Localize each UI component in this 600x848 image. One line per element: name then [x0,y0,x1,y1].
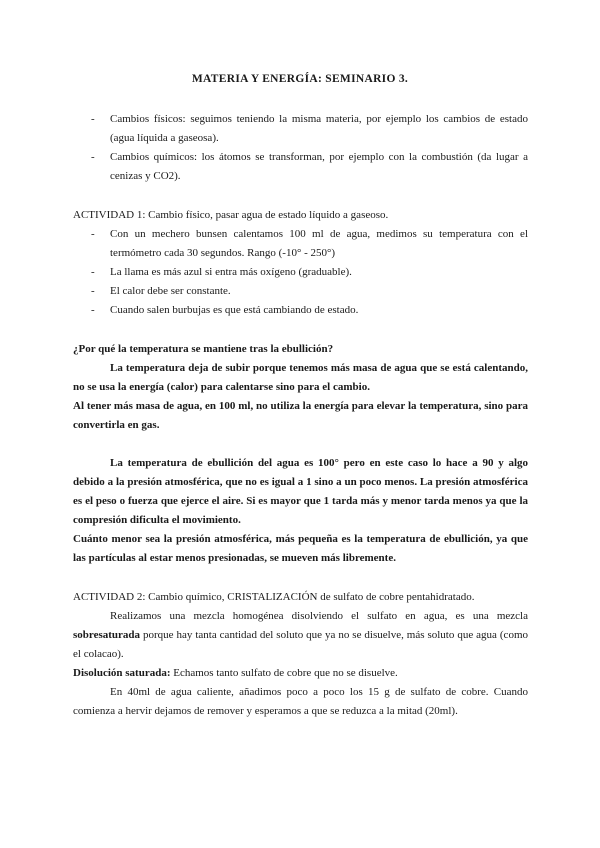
text-span: Realizamos una mezcla homogénea disolviendo el sulfato en agua, es una mezcla [110,610,528,622]
list-item: - Cambios químicos: los átomos se transforman, por ejemplo con la combustión (da lugar a cenizas y CO2). [73,148,528,186]
actividad1-heading: ACTIVIDAD 1: Cambio físico, pasar agua de estado líquido a gaseoso. [73,209,389,221]
list-item: - El calor debe ser constante. [73,282,528,301]
text-span: Echamos tanto sulfato de cobre que no se disuelve. [170,667,398,679]
paragraph: Al tener más masa de agua, en 100 ml, no utiliza la energía para elevar la temperatura, sino para convertirla en gas. [73,400,528,431]
paragraph [73,664,528,683]
question-heading: ¿Por qué la temperatura se mantiene tras la ebullición? [73,343,334,355]
paragraph: La temperatura de ebullición del agua es 100° pero en este caso lo hace a 90 y algo debido a la presión atmosférica, que no es igual a 1 sino a un poco menos. La presión atmosférica es el peso o fuerza que ejerce el aire. Si es mayor que 1 tarda más y menor tarda menos ya que la compresión dificulta el movimiento. [73,457,528,526]
intro-list-block [73,110,528,186]
list-item: - Con un mechero bunsen calentamos 100 ml de agua, medimos su temperatura con el termómetro cada 30 segundos. Rango (-10° - 250°) [73,225,528,263]
list-item: - Cuando salen burbujas es que está cambiando de estado. [73,301,528,320]
actividad1-list-block [73,225,528,320]
list-item: - Cambios físicos: seguimos teniendo la misma materia, por ejemplo los cambios de estado (agua líquida a gaseosa). [73,110,528,148]
page-title: MATERIA Y ENERGÍA: SEMINARIO 3. [191,73,409,85]
actividad2-section [73,588,528,721]
paragraph: En 40ml de agua caliente, añadimos poco a poco los 15 g de sulfato de cobre. Cuando comienza a hervir dejamos de remover y esperamos a que se reduzca a la mitad (20ml). [73,686,528,717]
bold-term: Disolución saturada: [73,667,171,679]
paragraph: Cuánto menor sea la presión atmosférica, más pequeña es la temperatura de ebullición, ya que las partículas al estar menos presionadas, se mueven más libremente. [73,533,528,564]
actividad2-heading: ACTIVIDAD 2: Cambio químico, CRISTALIZACIÓN de sulfato de cobre pentahidratado. [73,591,475,603]
text-span: porque hay tanta cantidad del soluto que ya no se disuelve, más soluto que agua (como el colacao). [73,629,528,660]
paragraph [73,607,528,664]
pressure-section [73,454,528,568]
list-item: - La llama es más azul si entra más oxígeno (graduable). [73,263,528,282]
bold-term: sobresaturada [73,629,141,641]
paragraph: La temperatura deja de subir porque tenemos más masa de agua que se está calentando, no se usa la energía (calor) para calentarse sino para el cambio. [73,362,528,393]
question-section [73,340,528,435]
